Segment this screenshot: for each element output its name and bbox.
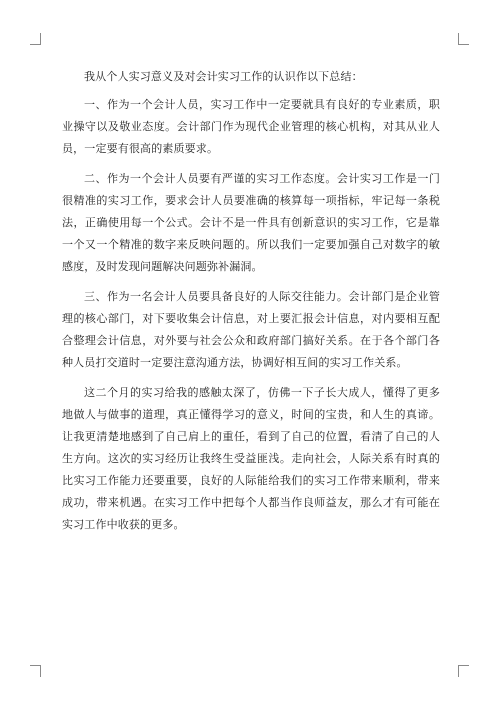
paragraph-1: 一、作为一个会计人员，实习工作中一定要就具有良好的专业素质，职业操守以及敬业态度。会计部门作为现代企业管理的核心机构，对其从业人员，一定要有很高的素质要求。 <box>62 98 440 155</box>
crop-mark-bottom-left <box>30 665 41 677</box>
paragraph-3: 三、作为一名会计人员要具备良好的人际交往能力。会计部门是企业管理的核心部门，对下要收集会计信息，对上要汇报会计信息，对内要相互配合整理会计信息，对外要与社会公众和政府部门搞好关系。在于各个部门各种人员打交道时一定要注意沟通方法，协调好相互间的实习工作关系。 <box>62 290 440 369</box>
crop-mark-bottom-right <box>458 665 469 677</box>
paragraph-4: 这二个月的实习给我的感触太深了，仿佛一下子长大成人，懂得了更多地做人与做事的道理，真正懂得学习的意义，时间的宝贵，和人生的真谛。让我更清楚地感到了自己肩上的重任，看到了自己的位置，看清了自己的人生方向。这次的实习经历让我终生受益匪浅。走向社会，人际关系有时真的比实习工作能力还要重要，良好的人际能给我们的实习工作带来顺利，带来成功，带来机遇。在实习工作中把每个人都当作良师益友，那么才有可能在实习工作中收获的更多。 <box>62 386 440 531</box>
intro-paragraph: 我从个人实习意义及对会计实习工作的认识作以下总结： <box>84 70 363 83</box>
crop-mark-top-left <box>30 33 41 45</box>
crop-mark-top-right <box>458 33 469 45</box>
document-body <box>62 66 440 544</box>
paragraph-2: 二、作为一个会计人员要有严谨的实习工作态度。会计实习工作是一门很精准的实习工作，要求会计人员要准确的核算每一项指标，牢记每一条税法，正确使用每一个公式。会计不是一件具有创新意识的实习工作，它是靠一个又一个精准的数字来反映问题的。所以我们一定要加强自己对数字的敏感度，及时发现问题解决问题弥补漏洞。 <box>62 172 440 273</box>
